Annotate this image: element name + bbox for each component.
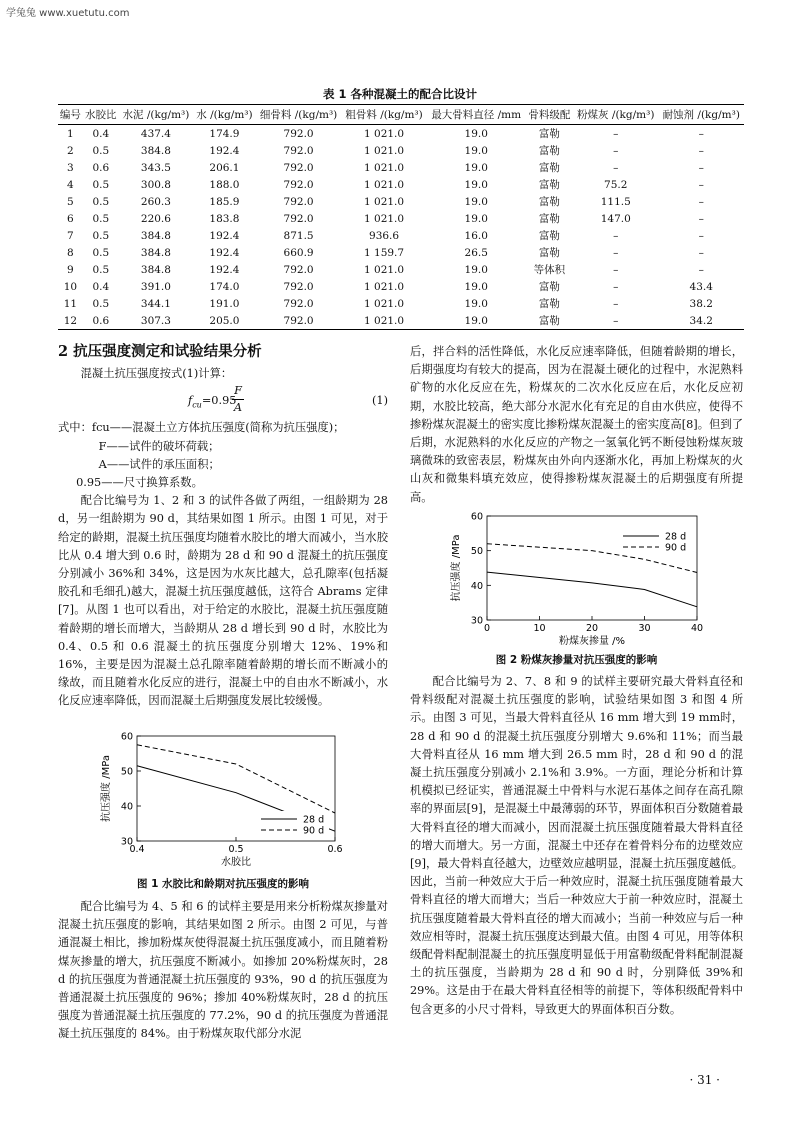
left-column-bottom bbox=[58, 898, 388, 1044]
table-cell: – bbox=[698, 161, 704, 174]
table-cell: 1 021.0 bbox=[364, 212, 405, 225]
table-cell: 8 bbox=[67, 246, 74, 259]
table-cell: – bbox=[613, 161, 619, 174]
table-cell: 192.4 bbox=[209, 144, 240, 157]
table-header-cell: 水 /(kg/m³) bbox=[193, 105, 256, 125]
x-tick-label: 0 bbox=[483, 623, 491, 634]
section-title: 2 抗压强度测定和试验结果分析 bbox=[58, 343, 262, 360]
table-row bbox=[58, 193, 744, 210]
table-header-cell: 水胶比 bbox=[83, 105, 119, 125]
x-tick-label: 30 bbox=[638, 623, 651, 634]
table-row bbox=[58, 295, 744, 312]
table-cell: 792.0 bbox=[283, 127, 314, 140]
table-cell: 16.0 bbox=[464, 229, 488, 242]
table-cell: 792.0 bbox=[283, 297, 314, 310]
table-cell: 191.0 bbox=[209, 297, 240, 310]
table-cell: 205.0 bbox=[193, 312, 256, 330]
paragraph: 配合比编号为 1、2 和 3 的试件各做了两组，一组龄期为 28 d，另一组龄期为 90 d，其结果如图 1 所示。由图 1 可见，对于给定的龄期，混凝土抗压强度均随着水胶比的增大而减小，当水胶比从 0.4 增大到 0.6 时，龄期为 28 d 和 90 d 混凝土的抗压强度分别减小 36%和 34%，这是因为水灰比越大，总孔隙率(包括凝胶孔和毛细孔)越大，混凝土抗压强度越低，这符合 Abrams 定律[7]。从图 1 也可以看出，对于给定的水胶比，混凝土抗压强度随着龄期的增长而增大，当龄期从 28 d 增长到 90 d 时，水胶比为 0.4、0.5 和 0.6 混凝土的抗压强度分别增大 12%、19%和 16%，主要是因为混凝土总孔隙率随着龄期的增长而不断减小的缘故，而且随着水化反应的进行，混凝土中的自由水不断减小，水化反应速率降低，因而混凝土后期强度发展比较缓慢。 bbox=[58, 494, 388, 708]
table-cell: 384.8 bbox=[140, 263, 171, 276]
table-cell: – bbox=[613, 127, 619, 140]
table-cell: 19.0 bbox=[464, 161, 488, 174]
table-cell: 307.3 bbox=[119, 312, 193, 330]
table-cell: 38.2 bbox=[689, 297, 713, 310]
x-axis-label: 粉煤灰掺量 /% bbox=[558, 636, 626, 647]
table-header-cell: 最大骨料直径 /mm bbox=[427, 105, 526, 125]
table-cell: 19.0 bbox=[464, 212, 488, 225]
table-cell: 185.9 bbox=[209, 195, 240, 208]
table-cell: 0.6 bbox=[92, 161, 110, 174]
table-cell: 0.5 bbox=[92, 178, 110, 191]
formula-number: (1) bbox=[371, 394, 388, 408]
table-cell: 富勒 bbox=[538, 213, 560, 225]
figure-2 bbox=[445, 508, 715, 653]
definition-A: A——试件的承压面积； bbox=[98, 457, 220, 471]
table-cell: 19.0 bbox=[464, 127, 488, 140]
table-cell: 792.0 bbox=[283, 212, 314, 225]
table-cell: 26.5 bbox=[464, 246, 488, 259]
table-cell: 183.8 bbox=[209, 212, 240, 225]
x-tick-label: 10 bbox=[533, 623, 546, 634]
y-tick-label: 30 bbox=[470, 615, 483, 627]
mix-design-table bbox=[58, 104, 744, 330]
table-cell: – bbox=[698, 178, 704, 191]
table-cell: 等体积 bbox=[533, 264, 566, 276]
x-tick-label: 0.5 bbox=[228, 844, 244, 855]
table-header-cell: 粗骨料 /(kg/m³) bbox=[341, 105, 426, 125]
paragraph: 后，拌合料的活性降低，水化反应速率降低，但随着龄期的增长，后期强度均有较大的提高，因为在混凝土硬化的过程中，水泥熟料矿物的水化反应在先，粉煤灰的二次水化反应在后，水化反应初期，水胶比较高，绝大部分水泥水化有充足的自由水供应，使得不掺粉煤灰混凝土的密实度比掺粉煤灰混凝土的密实度高[8]。但到了后期，水泥熟料的水化反应的产物之一氢氧化钙不断侵蚀粉煤灰玻璃微珠的致密表层，粉煤灰由外向内逐渐水化，再加上粉煤灰的火山灰和微集料填充效应，使得掺粉煤灰混凝土的后期强度有所提高。 bbox=[410, 345, 743, 504]
table-cell: 0.5 bbox=[92, 212, 110, 225]
table-caption: 表 1 各种混凝土的配合比设计 bbox=[322, 87, 477, 101]
x-axis-label: 水胶比 bbox=[221, 857, 251, 868]
definition-F: F——试件的破坏荷载； bbox=[98, 439, 220, 453]
y-tick-label: 40 bbox=[470, 580, 483, 592]
formula-denominator: A bbox=[233, 401, 243, 415]
table-cell: – bbox=[573, 312, 658, 330]
table-cell: 0.6 bbox=[83, 312, 119, 330]
table-header-cell: 粉煤灰 /(kg/m³) bbox=[573, 105, 658, 125]
table-cell: 792.0 bbox=[283, 263, 314, 276]
table-cell: 192.4 bbox=[209, 263, 240, 276]
table-cell: 1 021.0 bbox=[341, 312, 426, 330]
watermark: 学兔兔 www.xuetutu.com bbox=[6, 8, 130, 19]
paragraph: 配合比编号为 4、5 和 6 的试样主要是用来分析粉煤灰掺量对混凝土抗压强度的影响，其结果如图 2 所示。由图 2 可见，与普通混凝土相比，掺加粉煤灰使得混凝土抗压强度减小，而且随着粉煤灰掺量的增大，抗压强度不断减小。如掺加 20%粉煤灰时，28 d 的抗压强度为普通混凝土抗压强度的 93%，90 d 的抗压强度为普通混凝土抗压强度的 96%；掺加 40%粉煤灰时，28 d 的抗压强度为普通混凝土抗压强度的 77.2%，90 d 的抗压强度为普通混凝土抗压强度的 84%。由于粉煤灰取代部分水泥 bbox=[58, 900, 388, 1041]
table-cell: – bbox=[613, 229, 619, 242]
table-cell: 1 021.0 bbox=[364, 195, 405, 208]
table-cell: 0.5 bbox=[92, 246, 110, 259]
table-cell: 19.0 bbox=[464, 297, 488, 310]
table-cell: 188.0 bbox=[209, 178, 240, 191]
series-line-90d bbox=[137, 745, 335, 813]
table-cell: 富勒 bbox=[538, 196, 560, 208]
y-tick-label: 50 bbox=[120, 766, 133, 778]
table-cell: 111.5 bbox=[600, 195, 631, 208]
table-cell: 0.5 bbox=[92, 263, 110, 276]
table-cell: 19.0 bbox=[464, 263, 488, 276]
table-cell: 384.8 bbox=[140, 246, 171, 259]
table-cell: 19.0 bbox=[464, 178, 488, 191]
table-cell: 19.0 bbox=[464, 144, 488, 157]
table-cell: – bbox=[613, 144, 619, 157]
table-cell: 富勒 bbox=[538, 128, 560, 140]
table-header-cell: 编号 bbox=[58, 105, 83, 125]
table-cell: 5 bbox=[67, 195, 74, 208]
table-cell: 12 bbox=[58, 312, 83, 330]
table-row bbox=[58, 312, 744, 330]
table-cell: 6 bbox=[67, 212, 74, 225]
table-cell: 1 021.0 bbox=[364, 178, 405, 191]
table-cell: – bbox=[698, 195, 704, 208]
table-header-cell: 水泥 /(kg/m³) bbox=[119, 105, 193, 125]
left-column bbox=[58, 343, 388, 711]
table-cell: 0.5 bbox=[92, 297, 110, 310]
table-cell: – bbox=[698, 127, 704, 140]
table-cell: 192.4 bbox=[209, 246, 240, 259]
table-cell: 19.0 bbox=[427, 312, 526, 330]
table-header-row bbox=[58, 105, 744, 125]
table-row bbox=[58, 125, 744, 143]
table-cell: 792.0 bbox=[283, 195, 314, 208]
table-cell: 1 159.7 bbox=[364, 246, 405, 259]
y-tick-label: 30 bbox=[120, 836, 133, 848]
table-cell: 174.9 bbox=[209, 127, 240, 140]
x-tick-label: 0.6 bbox=[327, 844, 343, 855]
right-column-bottom bbox=[410, 673, 743, 1019]
legend-label: 28 d bbox=[665, 531, 687, 543]
formula-intro: 混凝土抗压强度按式(1)计算： bbox=[80, 367, 233, 381]
table-cell: 147.0 bbox=[600, 212, 631, 225]
table-cell: 2 bbox=[67, 144, 74, 157]
table-cell: 富勒 bbox=[538, 281, 560, 293]
table-cell: 1 021.0 bbox=[364, 127, 405, 140]
y-axis-label: 抗压强度 /MPa bbox=[101, 755, 112, 822]
table-cell: 174.0 bbox=[209, 280, 240, 293]
table-cell: 4 bbox=[67, 178, 74, 191]
x-tick-label: 20 bbox=[585, 623, 599, 634]
table-header-cell: 骨料级配 bbox=[526, 105, 573, 125]
legend-label: 28 d bbox=[303, 814, 325, 826]
table-cell: 792.0 bbox=[283, 144, 314, 157]
table-cell: 富勒 bbox=[538, 230, 560, 242]
table-cell: 0.5 bbox=[92, 195, 110, 208]
table-cell: 871.5 bbox=[283, 229, 314, 242]
table-row bbox=[58, 159, 744, 176]
table-cell: 34.2 bbox=[658, 312, 744, 330]
table-cell: 792.0 bbox=[283, 280, 314, 293]
table-cell: – bbox=[613, 297, 619, 310]
paragraph: 配合比编号为 2、7、8 和 9 的试样主要研究最大骨料直径和骨料级配对混凝土抗压强度的影响，试验结果如图 3 和图 4 所示。由图 3 可见，当最大骨料直径从 16 mm 增大到 19 mm时，28 d 和 90 d 的混凝土抗压强度分别增大 9.6%和 11%；而当最大骨料直径从 16 mm 增大到 26.5 mm 时，28 d 和 90 d 的混凝土抗压强度分别减小 2.1%和 3.9%。一方面，理论分析和计算机模拟已经证实，普通混凝土中骨料与水泥石基体之间存在高孔隙率的界面层[9]，是混凝土中最薄弱的环节，界面体积百分数随着最大骨料直径的增大而减小，因而混凝土抗压强度随着最大骨料直径的增大而增大。另一方面，混凝土中还存在着骨料分布的边壁效应[9]，最大骨料直径越大，边壁效应越明显，混凝土抗压强度越低。因此，当前一种效应大于后一种效应时，混凝土抗压强度随着最大骨料直径的增大而增大；当后一种效应大于前一种效应时，混凝土抗压强度随着最大骨料直径的增大而减小；当前一种效应与后一种效应相等时，混凝土抗压强度达到最大值。由图 4 可见，用等体积级配骨料配制混凝土的抗压强度明显低于用富勒级配骨料配制混凝土的抗压强度，当龄期为 28 d 和 90 d 时，分别降低 39%和 29%。这是由于在最大骨料直径相等的前提下，等体积级配骨料中包含更多的小尺寸骨料，导致更大的界面体积百分数。 bbox=[410, 675, 743, 1016]
x-tick-label: 0.4 bbox=[129, 844, 145, 855]
table-cell: – bbox=[698, 263, 704, 276]
table-cell: 344.1 bbox=[140, 297, 171, 310]
table-cell: 43.4 bbox=[689, 280, 713, 293]
table-cell: 富勒 bbox=[538, 179, 560, 191]
table-cell: 300.8 bbox=[140, 178, 171, 191]
figure-1-caption: 图 1 水胶比和龄期对抗压强度的影响 bbox=[136, 878, 310, 890]
formula-numerator: F bbox=[232, 383, 244, 400]
y-tick-label: 50 bbox=[470, 546, 483, 558]
table-cell: 0.4 bbox=[92, 280, 110, 293]
table-cell: – bbox=[613, 280, 619, 293]
table-row bbox=[58, 261, 744, 278]
table-cell: 富勒 bbox=[538, 298, 560, 310]
y-tick-label: 60 bbox=[120, 731, 133, 743]
table-cell: 437.4 bbox=[140, 127, 171, 140]
table-cell: 富勒 bbox=[538, 145, 560, 157]
table-cell: 792.0 bbox=[283, 161, 314, 174]
table-cell: 1 bbox=[67, 127, 74, 140]
table-cell: 19.0 bbox=[464, 280, 488, 293]
table-cell: 206.1 bbox=[209, 161, 240, 174]
table-cell: 1 021.0 bbox=[364, 263, 405, 276]
table-row bbox=[58, 244, 744, 261]
table-cell: 192.4 bbox=[209, 229, 240, 242]
table-cell: 343.5 bbox=[140, 161, 171, 174]
table-row bbox=[58, 227, 744, 244]
table-row bbox=[58, 278, 744, 295]
table-cell: 220.6 bbox=[140, 212, 171, 225]
table-cell: 1 021.0 bbox=[364, 280, 405, 293]
table-cell: 384.8 bbox=[140, 144, 171, 157]
table-cell: 384.8 bbox=[140, 229, 171, 242]
table-cell: 0.5 bbox=[92, 229, 110, 242]
table-cell: 富勒 bbox=[538, 247, 560, 259]
table-row bbox=[58, 210, 744, 227]
figure-1 bbox=[95, 728, 355, 873]
table-cell: 富勒 bbox=[526, 312, 573, 330]
table-cell: 792.0 bbox=[256, 312, 341, 330]
table-body bbox=[58, 125, 744, 330]
table-cell: – bbox=[613, 246, 619, 259]
table-cell: 9 bbox=[67, 263, 74, 276]
series-line-28d bbox=[487, 572, 697, 607]
table-cell: 792.0 bbox=[283, 178, 314, 191]
table-cell: 391.0 bbox=[140, 280, 171, 293]
page-number: · 31 · bbox=[689, 1073, 720, 1087]
table-cell: 75.2 bbox=[604, 178, 628, 191]
table-row bbox=[58, 142, 744, 159]
y-axis-label: 抗压强度 /MPa bbox=[451, 534, 462, 602]
table-cell: 660.9 bbox=[283, 246, 314, 259]
formula-1 bbox=[58, 383, 388, 419]
y-tick-label: 40 bbox=[120, 801, 133, 813]
table-header-cell: 细骨料 /(kg/m³) bbox=[256, 105, 341, 125]
table-cell: – bbox=[698, 229, 704, 242]
legend-label: 90 d bbox=[303, 825, 325, 837]
table-cell: 1 021.0 bbox=[364, 161, 405, 174]
formula-lhs: $f_{cu}=0.95$ bbox=[188, 394, 237, 410]
definition-coef: 0.95——尺寸换算系数。 bbox=[76, 476, 203, 490]
table-cell: – bbox=[698, 212, 704, 225]
table-cell: 3 bbox=[67, 161, 74, 174]
x-tick-label: 40 bbox=[690, 623, 704, 634]
table-cell: – bbox=[613, 263, 619, 276]
table-cell: 7 bbox=[67, 229, 74, 242]
definition-fcu: 式中：fcu——混凝土立方体抗压强度(简称为抗压强度)； bbox=[58, 421, 345, 435]
figure-2-caption: 图 2 粉煤灰掺量对抗压强度的影响 bbox=[495, 654, 658, 666]
legend-label: 90 d bbox=[665, 542, 687, 554]
table-cell: 10 bbox=[63, 280, 78, 293]
table-cell: 1 021.0 bbox=[364, 297, 405, 310]
y-tick-label: 60 bbox=[470, 511, 483, 523]
table-header-cell: 耐蚀剂 /(kg/m³) bbox=[658, 105, 744, 125]
right-column-top bbox=[410, 343, 743, 507]
table-row bbox=[58, 176, 744, 193]
table-cell: 260.3 bbox=[140, 195, 171, 208]
table-cell: 11 bbox=[63, 297, 78, 310]
table-cell: 936.6 bbox=[369, 229, 400, 242]
table-cell: 富勒 bbox=[538, 162, 560, 174]
table-cell: 1 021.0 bbox=[364, 144, 405, 157]
table-cell: 0.5 bbox=[92, 144, 110, 157]
table-cell: 19.0 bbox=[464, 195, 488, 208]
table-cell: – bbox=[698, 246, 704, 259]
table-cell: – bbox=[698, 144, 704, 157]
table-cell: 0.4 bbox=[92, 127, 110, 140]
